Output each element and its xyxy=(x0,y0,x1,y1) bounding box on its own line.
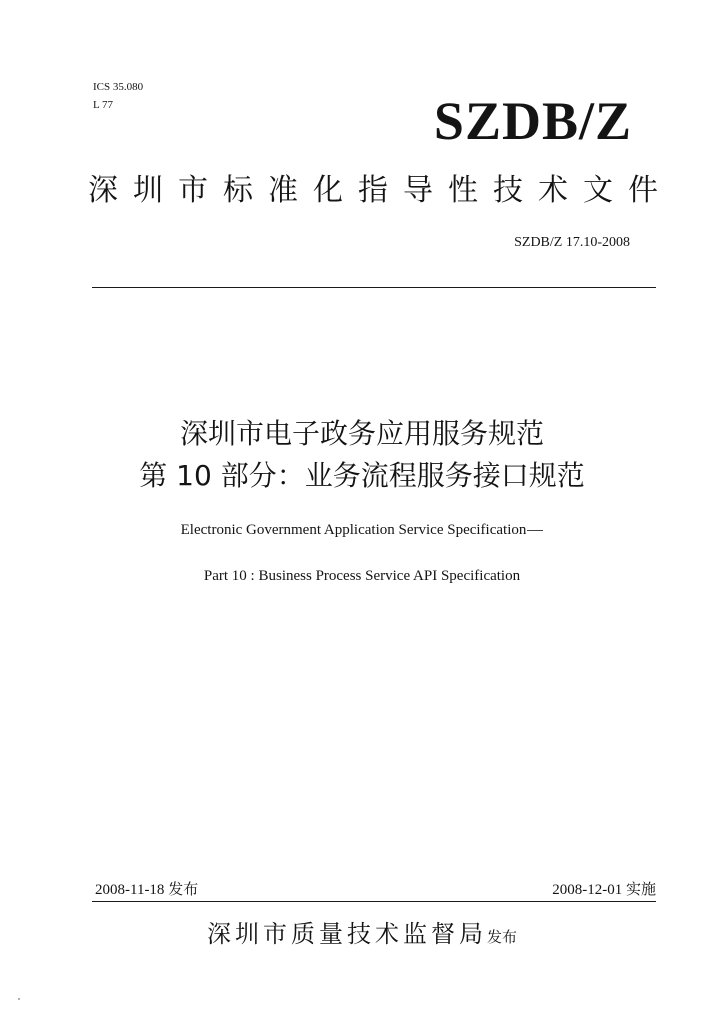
implement-label: 实施 xyxy=(625,882,656,898)
header-divider xyxy=(92,287,656,288)
title-cn-line1: 深圳市电子政务应用服务规范 xyxy=(179,417,544,450)
standard-brand: SZDB/Z xyxy=(433,91,632,151)
title-en-line1: Electronic Government Application Service Specification xyxy=(180,522,527,538)
issuer-name: 深圳市质量技术监督局 xyxy=(206,920,487,948)
implement-date: 2008-12-01 xyxy=(552,882,623,898)
classification-code: L 77 xyxy=(93,99,114,111)
standard-number: SZDB/Z 17.10-2008 xyxy=(514,235,630,250)
title-en-line2: Part 10 : Business Process Service API Specification xyxy=(203,568,521,584)
title-dash xyxy=(527,530,543,531)
implement-date-block xyxy=(470,880,656,900)
issue-date: 2008-11-18 xyxy=(95,882,165,898)
title-en-line1-wrap xyxy=(60,520,664,540)
footer-divider xyxy=(92,901,656,902)
ics-code: ICS 35.080 xyxy=(93,81,144,93)
issuer-action: 发布 xyxy=(486,928,517,946)
title-cn-line2: 第 10 部分：业务流程服务接口规范 xyxy=(139,459,585,492)
ics-block xyxy=(93,78,143,114)
standard-type-title: 深圳市标准化指导性技术文件 xyxy=(88,173,673,208)
issuer-block xyxy=(120,916,604,955)
issue-label: 发布 xyxy=(168,882,199,898)
scan-speck xyxy=(18,998,20,1000)
issue-date-block xyxy=(95,880,198,900)
